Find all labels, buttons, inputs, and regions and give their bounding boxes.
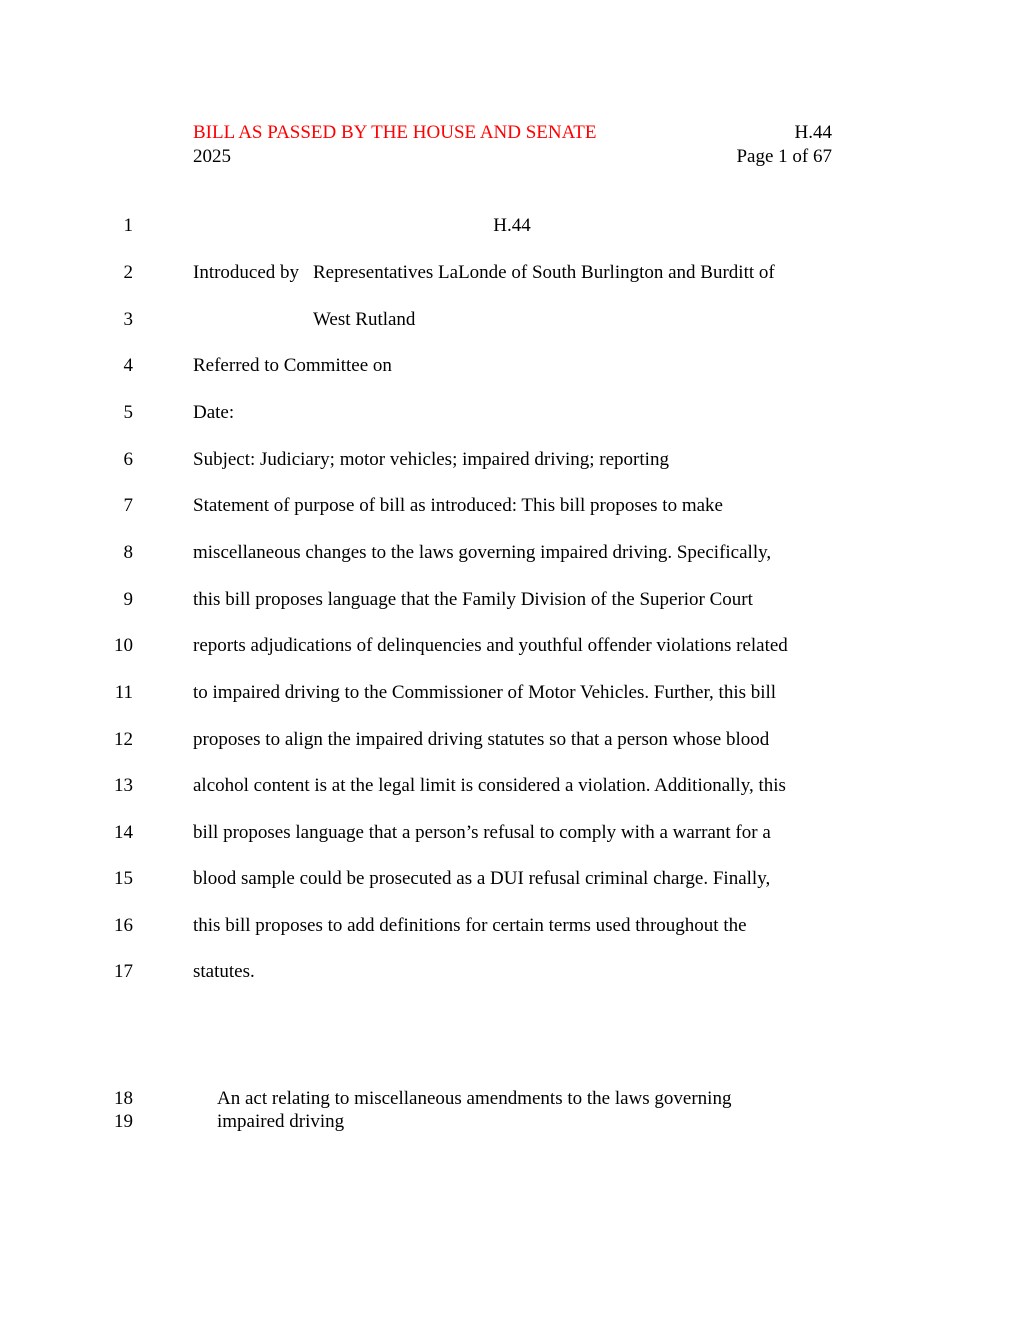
sponsors-line-1: Representatives LaLonde of South Burlington and Burditt of bbox=[313, 262, 775, 283]
purpose-line: to impaired driving to the Commissioner of Motor Vehicles. Further, this bill bbox=[193, 682, 777, 703]
purpose-line: alcohol content is at the legal limit is considered a violation. Additionally, this bbox=[193, 775, 786, 796]
referred-to-committee: Referred to Committee on bbox=[193, 355, 392, 376]
line-number: 1 bbox=[123, 215, 133, 236]
purpose-line: this bill proposes language that the Family Division of the Superior Court bbox=[193, 589, 753, 610]
line-number: 15 bbox=[114, 868, 133, 889]
line-number: 13 bbox=[114, 775, 133, 796]
line-number: 2 bbox=[123, 262, 133, 283]
line-number: 10 bbox=[114, 635, 133, 656]
line-number: 14 bbox=[114, 822, 133, 843]
purpose-line: Statement of purpose of bill as introduced: This bill proposes to make bbox=[193, 495, 723, 516]
act-title-line-1: An act relating to miscellaneous amendments to the laws governing bbox=[217, 1088, 732, 1109]
line-number: 8 bbox=[123, 542, 133, 563]
line-number: 9 bbox=[123, 589, 133, 610]
bill-number-header: H.44 bbox=[794, 122, 832, 143]
bill-title: H.44 bbox=[493, 215, 531, 236]
purpose-line: bill proposes language that a person’s refusal to comply with a warrant for a bbox=[193, 822, 771, 843]
sponsors-line-2: West Rutland bbox=[313, 309, 416, 330]
bill-year: 2025 bbox=[193, 146, 231, 167]
bill-status-header: BILL AS PASSED BY THE HOUSE AND SENATE bbox=[193, 122, 597, 143]
line-number: 5 bbox=[123, 402, 133, 423]
line-number: 12 bbox=[114, 729, 133, 750]
line-number: 11 bbox=[114, 682, 133, 703]
line-number: 17 bbox=[114, 961, 133, 982]
line-number: 6 bbox=[123, 449, 133, 470]
page-indicator: Page 1 of 67 bbox=[736, 146, 832, 167]
line-number: 18 bbox=[114, 1088, 133, 1109]
purpose-line: miscellaneous changes to the laws governing impaired driving. Specifically, bbox=[193, 542, 772, 563]
introduced-by-label: Introduced by bbox=[193, 262, 300, 283]
act-title-line-2: impaired driving bbox=[217, 1111, 345, 1132]
line-number: 16 bbox=[114, 915, 133, 936]
date-field: Date: bbox=[193, 402, 235, 423]
line-number: 4 bbox=[123, 355, 133, 376]
purpose-line: proposes to align the impaired driving statutes so that a person whose blood bbox=[193, 729, 770, 750]
line-number: 19 bbox=[114, 1111, 133, 1132]
purpose-line: blood sample could be prosecuted as a DUI refusal criminal charge. Finally, bbox=[193, 868, 771, 889]
line-number: 7 bbox=[123, 495, 133, 516]
purpose-line: statutes. bbox=[193, 961, 255, 982]
subject-line: Subject: Judiciary; motor vehicles; impaired driving; reporting bbox=[193, 449, 669, 470]
purpose-line: reports adjudications of delinquencies and youthful offender violations related bbox=[193, 635, 788, 656]
purpose-line: this bill proposes to add definitions for certain terms used throughout the bbox=[193, 915, 747, 936]
line-number: 3 bbox=[123, 309, 133, 330]
